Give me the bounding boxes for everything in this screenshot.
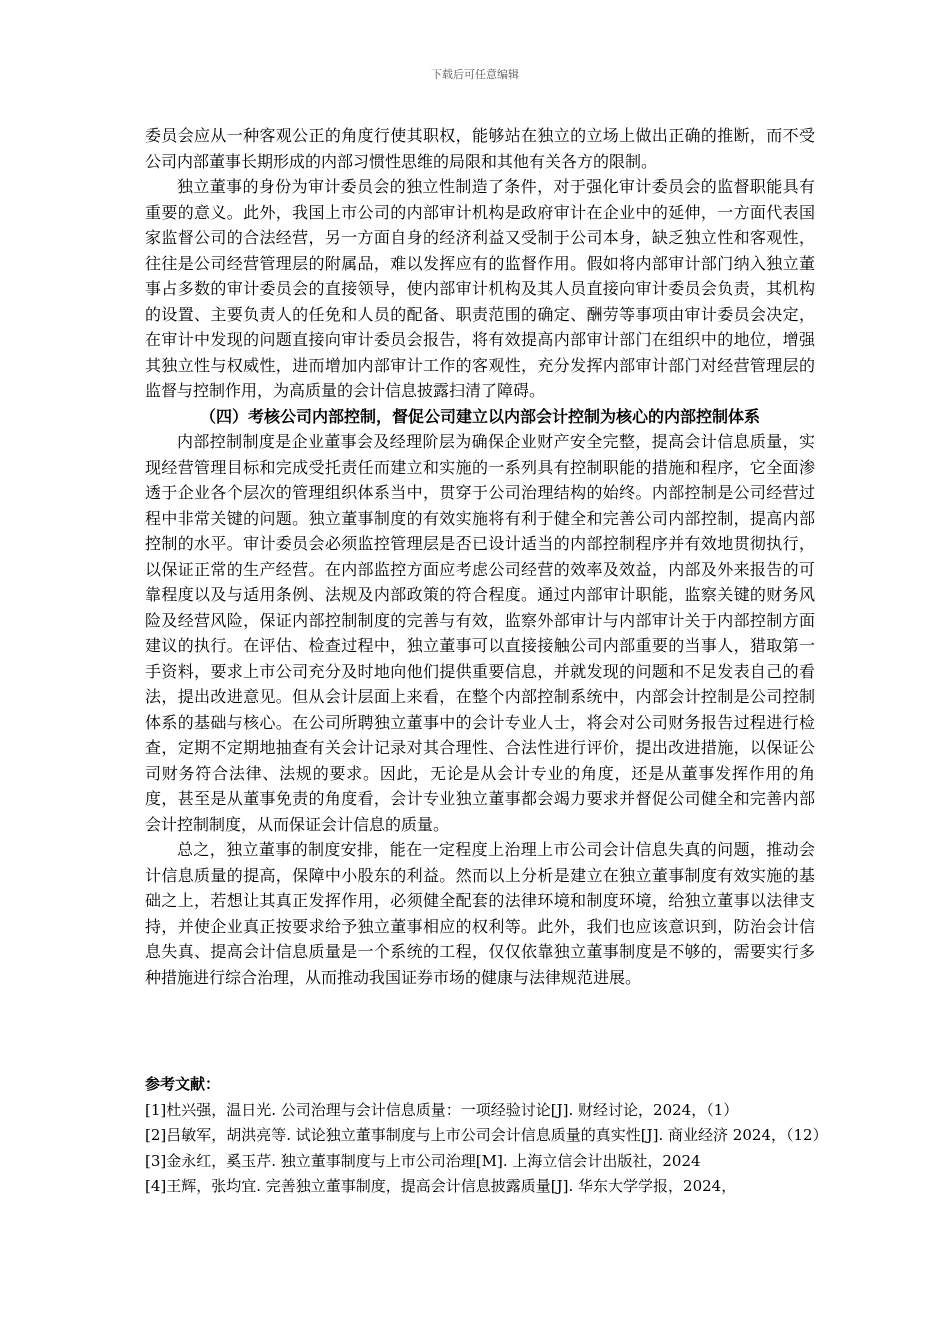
reference-item: [4]王辉，张均宜. 完善独立董事制度，提高会计信息披露质量[J]. 华东大学学报，2024， [145,1177,737,1195]
page-header: 下载后可任意编辑 [431,68,519,81]
section-heading: （四）考核公司内部控制，督促公司建立以内部会计控制为核心的内部控制体系 [199,406,760,426]
references-title: 参考文献： [145,1075,221,1093]
document-body [145,123,815,990]
reference-item: [3]金永红，奚玉芹. 独立董事制度与上市公司治理[M]. 上海立信会计出版社，2024 [145,1151,701,1170]
paragraph-1: 委员会应从一种客观公正的角度行使其职权，能够站在独立的立场上做出正确的推断，而不受公司内部董事长期形成的内部习惯性思维的局限和其他有关各方的限制。 [145,126,815,171]
reference-item: [2]吕敏军，胡洪亮等. 试论独立董事制度与上市公司会计信息质量的真实性[J]. 商业经济 2024，（12） [145,1126,828,1144]
paragraph-4: 总之，独立董事的制度安排，能在一定程度上治理上市公司会计信息失真的问题，推动会计信息质量的提高，保障中小股东的利益。然而以上分析是建立在独立董事制度有效实施的基础之上，若想让其真正发挥作用，必须健全配套的法律环境和制度环境，给独立董事以法律支持，并使企业真正按要求给予独立董事相应的权利等。此外，我们也应该意识到，防治会计信息失真、提高会计信息质量是一个系统的工程，仅仅依靠独立董事制度是不够的，需要实行多种措施进行综合治理，从而推动我国证券市场的健康与法律规范进展。 [145,840,815,987]
paragraph-3: 内部控制制度是企业董事会及经理阶层为确保企业财产安全完整，提高会计信息质量，实现经营管理目标和完成受托责任而建立和实施的一系列具有控制职能的措施和程序，它全面渗透于企业各个层次的管理组织体系当中，贯穿于公司治理结构的始终。内部控制是公司经营过程中非常关键的问题。独立董事制度的有效实施将有利于健全和完善公司内部控制，提高内部控制的水平。审计委员会必须监控管理层是否已设计适当的内部控制程序并有效地贯彻执行，以保证正常的生产经营。在内部监控方面应考虑公司经营的效率及效益，内部及外来报告的可靠程度以及与适用条例、法规及内部政策的符合程度。通过内部审计职能，监察关键的财务风险及经营风险，保证内部控制制度的完善与有效，监察外部审计与内部审计关于内部控制方面建议的执行。在评估、检查过程中，独立董事可以直接接触公司内部重要的当事人，猎取第一手资料，要求上市公司充分及时地向他们提供重要信息，并就发现的问题和不足发表自己的看法，提出改进意见。但从会计层面上来看，在整个内部控制系统中，内部会计控制是公司控制体系的基础与核心。在公司所聘独立董事中的会计专业人士，将会对公司财务报告过程进行检查，定期不定期地抽查有关会计记录对其合理性、合法性进行评价，提出改进措施，以保证公司财务符合法律、法规的要求。因此，无论是从会计专业的角度，还是从董事发挥作用的角度，甚至是从董事免责的角度看，会计专业独立董事都会竭力要求并督促公司健全和完善内部会计控制制度，从而保证会计信息的质量。 [145,432,815,834]
paragraph-2: 独立董事的身份为审计委员会的独立性制造了条件，对于强化审计委员会的监督职能具有重要的意义。此外，我国上市公司的内部审计机构是政府审计在企业中的延伸，一方面代表国家监督公司的合法经营，另一方面自身的经济利益又受制于公司本身，缺乏独立性和客观性，往往是公司经营管理层的附属品，难以发挥应有的监督作用。假如将内部审计部门纳入独立董事占多数的审计委员会的直接领导，使内部审计机构及其人员直接向审计委员会负责，其机构的设置、主要负责人的任免和人员的配备、职责范围的确定、酬劳等事项由审计委员会决定，在审计中发现的问题直接向审计委员会报告，将有效提高内部审计部门在组织中的地位，增强其独立性与权威性，进而增加内部审计工作的客观性，充分发挥内部审计部门对经营管理层的监督与控制作用，为高质量的会计信息披露扫清了障碍。 [145,177,815,400]
references-section [145,1072,828,1200]
reference-item: [1]杜兴强，温日光. 公司治理与会计信息质量：一项经验讨论[J]. 财经讨论，2024，（1） [145,1100,739,1119]
